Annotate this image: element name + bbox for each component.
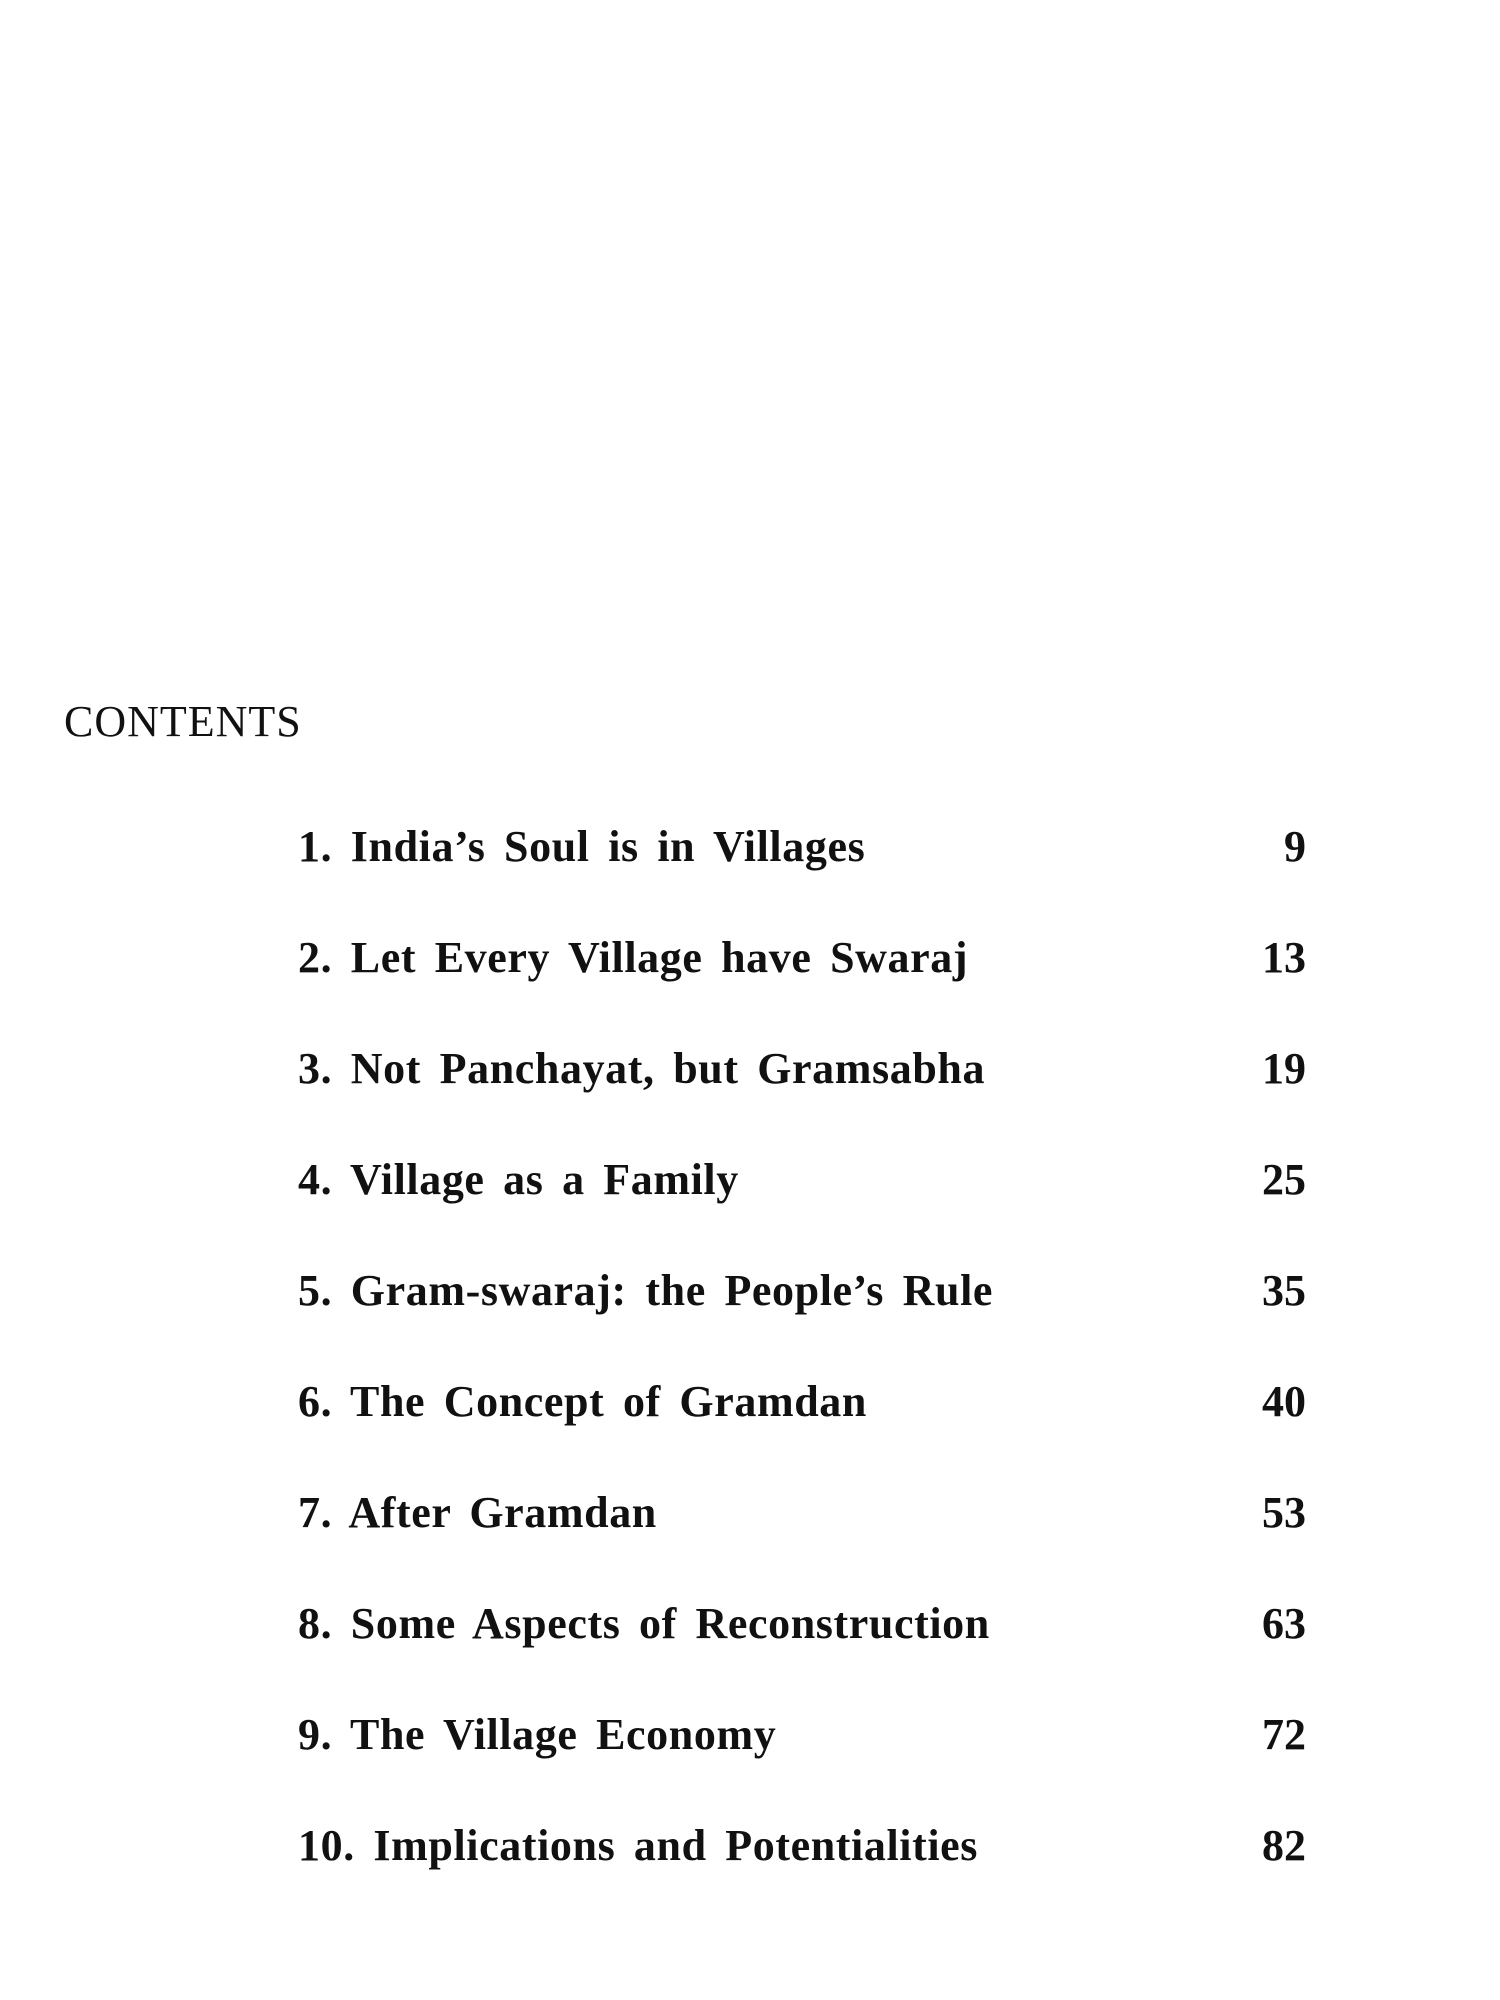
toc-entry-title: 10. Implications and Potentialities [298,1821,979,1870]
toc-entry-title: 4. Village as a Family [298,1155,739,1204]
toc-entry-page-number: 35 [1262,1266,1306,1315]
toc-entry-page-number: 82 [1262,1821,1306,1870]
toc-entry-page-number: 19 [1262,1044,1306,1093]
toc-entry [298,1377,1306,1491]
toc-entry [298,822,1306,936]
toc-entry [298,1821,1306,1935]
toc-entry-page-number: 9 [1284,822,1306,871]
toc-entry [298,933,1306,1047]
toc-entry [298,1044,1306,1158]
toc-entry-title: 3. Not Panchayat, but Gramsabha [298,1044,986,1093]
table-of-contents [298,822,1306,1935]
toc-entry-page-number: 72 [1262,1710,1306,1759]
toc-entry-page-number: 40 [1262,1377,1306,1426]
toc-entry [298,1266,1306,1380]
toc-entry [298,1710,1306,1824]
toc-entry [298,1488,1306,1602]
toc-entry-title: 9. The Village Economy [298,1710,777,1759]
toc-entry-page-number: 13 [1262,933,1306,982]
contents-heading: CONTENTS [64,697,302,746]
toc-entry-page-number: 25 [1262,1155,1306,1204]
toc-entry [298,1155,1306,1269]
toc-entry-title: 7. After Gramdan [298,1488,657,1537]
toc-entry-page-number: 63 [1262,1599,1306,1648]
toc-entry-title: 6. The Concept of Gramdan [298,1377,867,1426]
toc-entry-page-number: 53 [1262,1488,1306,1537]
toc-entry-title: 1. India’s Soul is in Villages [298,822,866,871]
toc-entry-title: 8. Some Aspects of Reconstruction [298,1599,990,1648]
toc-entry [298,1599,1306,1713]
toc-entry-title: 5. Gram-swaraj: the People’s Rule [298,1266,994,1315]
toc-entry-title: 2. Let Every Village have Swaraj [298,933,969,982]
